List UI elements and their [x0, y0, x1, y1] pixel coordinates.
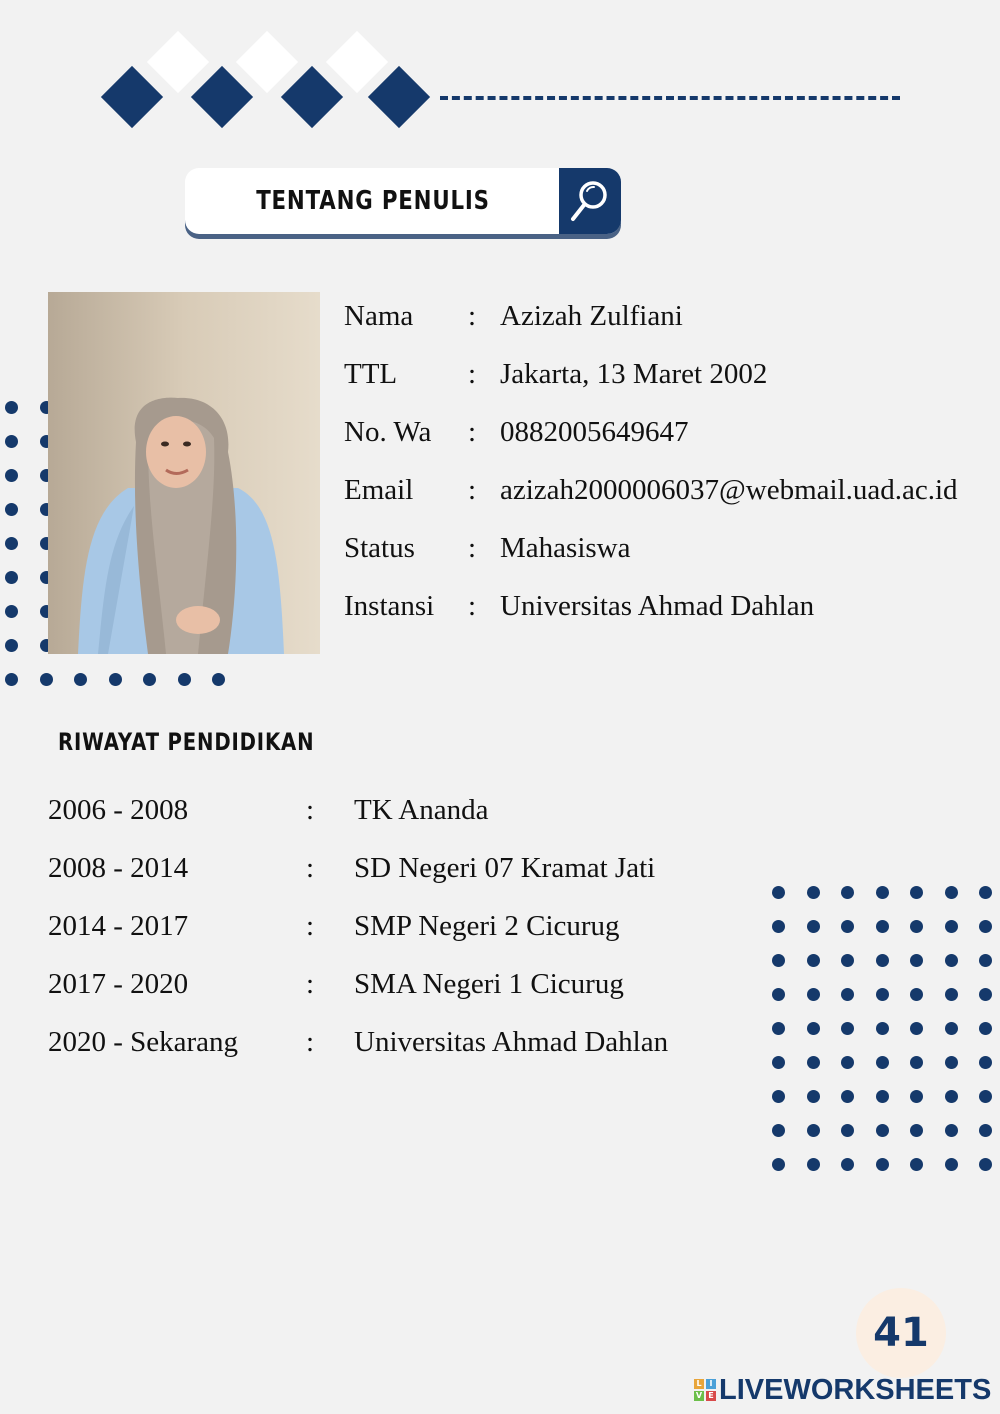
dot: [910, 988, 923, 1001]
dot: [910, 1022, 923, 1035]
dot: [979, 1022, 992, 1035]
dot: [807, 886, 820, 899]
diamond-white: [147, 31, 209, 93]
profile-value: azizah2000006037@webmail.uad.ac.id: [500, 474, 958, 506]
dot: [945, 1124, 958, 1137]
education-years: 2014 - 2017: [48, 910, 189, 942]
education-school: SD Negeri 07 Kramat Jati: [354, 852, 656, 884]
dot: [979, 920, 992, 933]
dot: [910, 1090, 923, 1103]
dot: [807, 1124, 820, 1137]
dot: [910, 920, 923, 933]
education-separator: :: [306, 794, 315, 826]
education-years: 2020 - Sekarang: [48, 1026, 239, 1058]
liveworksheets-watermark: [694, 1374, 991, 1406]
dot: [979, 1056, 992, 1069]
liveworksheets-logo-icon: [694, 1379, 716, 1401]
dot: [841, 1158, 854, 1171]
education-separator: :: [306, 852, 315, 884]
education-school: TK Ananda: [354, 794, 489, 826]
dot: [876, 1022, 889, 1035]
dot: [876, 886, 889, 899]
logo-letter: V: [695, 1391, 703, 1400]
dot: [5, 435, 18, 448]
profile-value: Universitas Ahmad Dahlan: [500, 590, 815, 622]
dot: [945, 988, 958, 1001]
education-school: Universitas Ahmad Dahlan: [354, 1026, 669, 1058]
dot: [876, 1056, 889, 1069]
dot: [945, 886, 958, 899]
profile-label: Instansi: [344, 590, 435, 622]
dot: [841, 920, 854, 933]
dot: [807, 954, 820, 967]
dot: [5, 537, 18, 550]
logo-letter: E: [706, 1391, 716, 1401]
dot: [910, 1056, 923, 1069]
dot: [945, 1158, 958, 1171]
search-icon: [568, 177, 612, 225]
title-search-bar: [185, 168, 621, 234]
dot: [979, 954, 992, 967]
dot: [772, 988, 785, 1001]
dot: [772, 954, 785, 967]
education-school: SMP Negeri 2 Cicurug: [354, 910, 620, 942]
dot: [841, 954, 854, 967]
dot: [807, 920, 820, 933]
diamond-navy: [101, 66, 163, 128]
dot: [876, 988, 889, 1001]
dot: [212, 673, 225, 686]
dot: [979, 886, 992, 899]
dot: [979, 988, 992, 1001]
dot: [979, 1124, 992, 1137]
profile-separator: :: [468, 474, 477, 506]
diamond-white: [326, 31, 388, 93]
dot: [5, 469, 18, 482]
diamond-white: [236, 31, 298, 93]
logo-letter: L: [694, 1379, 704, 1389]
profile-separator: :: [468, 300, 477, 332]
education-separator: :: [306, 910, 315, 942]
dot: [807, 1022, 820, 1035]
logo-letter: I: [706, 1379, 716, 1389]
dot: [841, 1056, 854, 1069]
diamond-navy: [281, 66, 343, 128]
dot: [876, 1124, 889, 1137]
education-title: RIWAYAT PENDIDIKAN: [58, 728, 315, 756]
dot: [5, 605, 18, 618]
dot: [772, 920, 785, 933]
dot: [841, 988, 854, 1001]
education-years: 2017 - 2020: [48, 968, 189, 1000]
profile-separator: :: [468, 416, 477, 448]
dot: [876, 920, 889, 933]
profile-separator: :: [468, 532, 477, 564]
dot: [841, 1090, 854, 1103]
profile-value: 0882005649647: [500, 416, 689, 448]
page-number: 41: [873, 1310, 929, 1356]
dot: [910, 1124, 923, 1137]
dot: [945, 1090, 958, 1103]
dot: [945, 1022, 958, 1035]
dot: [841, 1022, 854, 1035]
dot: [807, 1090, 820, 1103]
dot: [772, 1022, 785, 1035]
profile-label: TTL: [344, 358, 398, 390]
dot: [910, 886, 923, 899]
dot: [772, 886, 785, 899]
dot: [5, 571, 18, 584]
page-number-badge: [856, 1288, 946, 1378]
dot: [807, 1158, 820, 1171]
dot: [772, 1056, 785, 1069]
dashed-divider: [440, 96, 900, 100]
dot: [143, 673, 156, 686]
dot: [979, 1158, 992, 1171]
dot: [178, 673, 191, 686]
dot: [5, 401, 18, 414]
dot: [876, 1090, 889, 1103]
dot: [876, 954, 889, 967]
dot: [772, 1090, 785, 1103]
profile-value: Azizah Zulfiani: [500, 300, 683, 332]
dot: [807, 988, 820, 1001]
dot: [876, 1158, 889, 1171]
search-button: [559, 168, 621, 234]
dot: [5, 503, 18, 516]
profile-label: Status: [344, 532, 415, 564]
profile-separator: :: [468, 590, 477, 622]
profile-label: No. Wa: [344, 416, 432, 448]
author-photo: [48, 292, 320, 654]
dot: [40, 673, 53, 686]
education-school: SMA Negeri 1 Cicurug: [354, 968, 624, 1000]
dot: [5, 639, 18, 652]
dot: [841, 886, 854, 899]
profile-separator: :: [468, 358, 477, 390]
profile-value: Mahasiswa: [500, 532, 631, 564]
dot: [945, 920, 958, 933]
dot-pattern-right: [772, 886, 992, 1171]
dot: [74, 673, 87, 686]
dot: [979, 1090, 992, 1103]
profile-label: Email: [344, 474, 414, 506]
dot: [772, 1158, 785, 1171]
dot: [910, 954, 923, 967]
dot: [945, 954, 958, 967]
page-title: TENTANG PENULIS: [256, 186, 490, 216]
portrait-illustration: [48, 292, 320, 654]
dot: [5, 673, 18, 686]
dot: [807, 1056, 820, 1069]
profile-value: Jakarta, 13 Maret 2002: [500, 358, 768, 390]
dot: [109, 673, 122, 686]
dot: [772, 1124, 785, 1137]
profile-label: Nama: [344, 300, 414, 332]
education-years: 2008 - 2014: [48, 852, 189, 884]
diamond-navy: [191, 66, 253, 128]
dot: [910, 1158, 923, 1171]
diamond-navy: [368, 66, 430, 128]
education-separator: :: [306, 968, 315, 1000]
education-separator: :: [306, 1026, 315, 1058]
brand-name: LIVEWORKSHEETS: [719, 1373, 992, 1406]
dot: [945, 1056, 958, 1069]
education-years: 2006 - 2008: [48, 794, 189, 826]
dot: [841, 1124, 854, 1137]
